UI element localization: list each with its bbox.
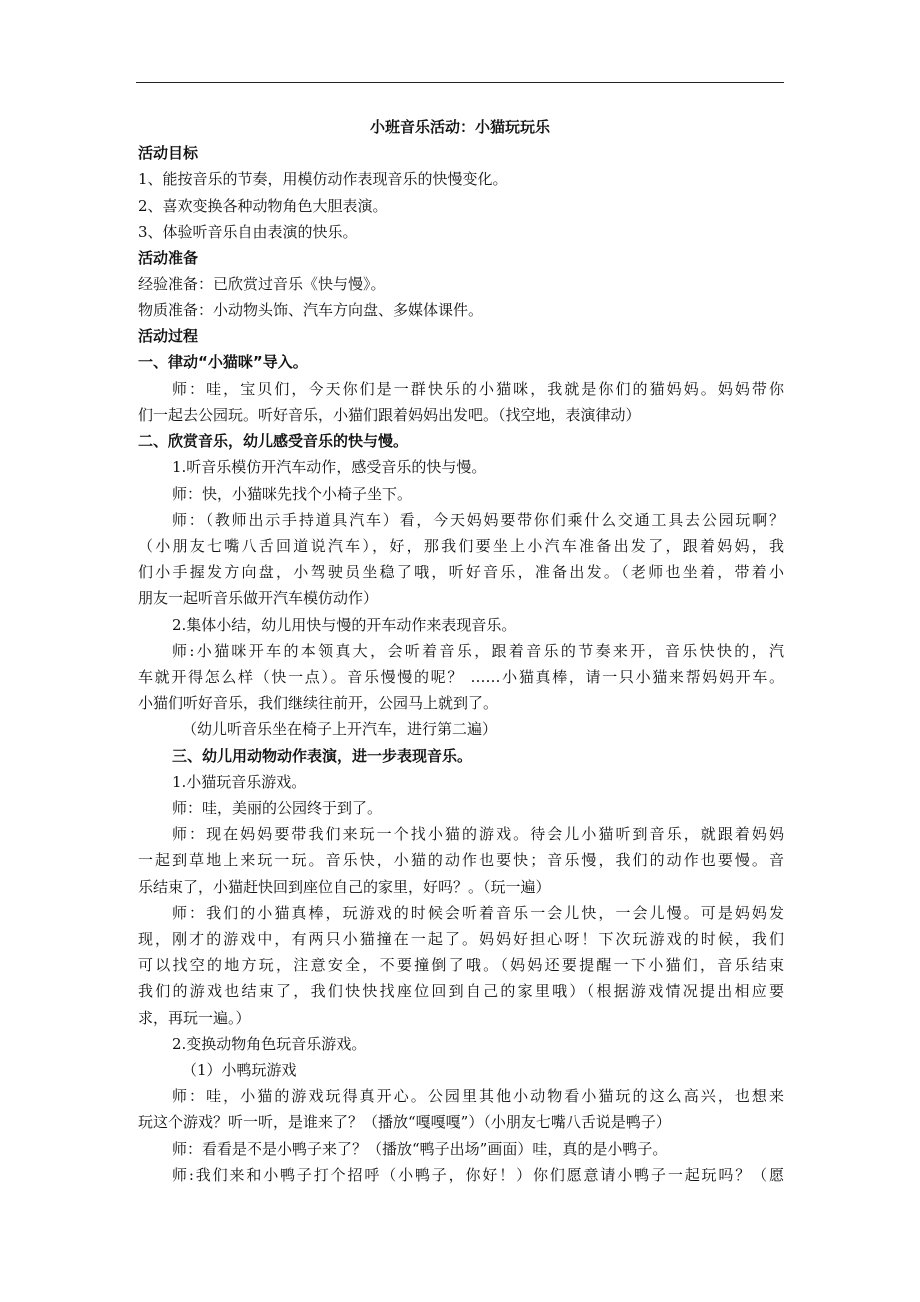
paragraph-line: 一起到草地上来玩一玩。音乐快，小猫的动作也要快；音乐慢，我们的动作也要慢。音 — [138, 851, 784, 869]
section-heading-process: 活动过程 — [138, 327, 199, 345]
document-title: 小班音乐活动：小猫玩玩乐 — [369, 118, 550, 136]
paragraph-line: 们小手握发方向盘，小驾驶员坐稳了哦，听好音乐，准备出发。（老师也坐着，带着小 — [138, 563, 784, 581]
paragraph-line: 师：快，小猫咪先找个小椅子坐下。 — [172, 485, 413, 503]
paragraph-line: 玩这个游戏？听一听，是谁来了？（播放“嘎嘎嘎”）（小朋友七嘴八舌说是鸭子） — [138, 1113, 671, 1131]
step-heading-2: 二、欣赏音乐，幼儿感受音乐的快与慢。 — [138, 432, 409, 450]
paragraph-line: 物质准备：小动物头饰、汽车方向盘、多媒体课件。 — [138, 301, 484, 319]
paragraph-line: 2、喜欢变换各种动物角色大胆表演。 — [138, 197, 388, 215]
paragraph-line: 我们的游戏也结束了，我们快快找座位回到自己的家里哦）（根据游戏情况提出相应要 — [138, 982, 784, 1000]
paragraph-line: 3、体验听音乐自由表演的快乐。 — [138, 223, 358, 241]
section-heading-preparation: 活动准备 — [138, 249, 199, 267]
paragraph-line: 师：我们的小猫真棒，玩游戏的时候会听着音乐一会儿快，一会儿慢。可是妈妈发 — [172, 904, 784, 922]
paragraph-line: 现，刚才的游戏中，有两只小猫撞在一起了。妈妈好担心呀！下次玩游戏的时候，我们 — [138, 930, 784, 948]
step-heading-3: 三、幼儿用动物动作表演，进一步表现音乐。 — [172, 747, 473, 765]
paragraph-line: 2.集体小结，幼儿用快与慢的开车动作来表现音乐。 — [172, 616, 517, 634]
paragraph-line: 朋友一起听音乐做开汽车模仿动作） — [138, 589, 379, 607]
paragraph-line: 们一起去公园玩。听好音乐，小猫们跟着妈妈出发吧。（找空地，表演律动） — [138, 406, 641, 424]
paragraph-line: 师:小猫咪开车的本领真大，会听着音乐，跟着音乐的节奏来开，音乐快快的，汽 — [172, 642, 784, 660]
paragraph-line: 求，再玩一遍。） — [138, 1009, 251, 1027]
paragraph-line: 乐结束了，小猫赶快回到座位自己的家里，好吗？。（玩一遍） — [138, 878, 551, 896]
paragraph-line: 经验准备：已欣赏过音乐《快与慢》。 — [138, 275, 386, 293]
paragraph-line: 小猫们听好音乐，我们继续往前开，公园马上就到了。 — [138, 694, 499, 712]
paragraph-line: 2.变换动物角色玩音乐游戏。 — [172, 1035, 367, 1053]
paragraph-line: 车就开得怎么样（快一点）。音乐慢慢的呢？ ……小猫真棒，请一只小猫来帮妈妈开车。 — [138, 668, 784, 686]
step-heading-1: 一、律动“小猫咪”导入。 — [138, 353, 308, 371]
paragraph-line: （1）小鸭玩游戏 — [182, 1061, 297, 1079]
paragraph-line: （小朋友七嘴八舌回道说汽车），好，那我们要坐上小汽车准备出发了，跟着妈妈，我 — [138, 537, 784, 555]
paragraph-line: 可以找空的地方玩，注意安全，不要撞倒了哦。（妈妈还要提醒一下小猫们，音乐结束 — [138, 956, 784, 974]
header-rule — [136, 82, 784, 83]
paragraph-line: 师：哇，宝贝们，今天你们是一群快乐的小猫咪，我就是你们的猫妈妈。妈妈带你 — [172, 380, 784, 398]
paragraph-line: 1.小猫玩音乐游戏。 — [172, 773, 307, 791]
paragraph-line: 师：看看是不是小鸭子来了？（播放“鸭子出场”画面）哇，真的是小鸭子。 — [172, 1140, 668, 1158]
section-heading-goals: 活动目标 — [138, 144, 199, 162]
paragraph-line: 师：（教师出示手持道具汽车）看，今天妈妈要带你们乘什么交通工具去公园玩啊？ — [172, 511, 784, 529]
paragraph-line: 师：现在妈妈要带我们来玩一个找小猫的游戏。待会儿小猫听到音乐，就跟着妈妈 — [172, 825, 784, 843]
paragraph-line: 1、能按音乐的节奏，用模仿动作表现音乐的快慢变化。 — [138, 170, 508, 188]
paragraph-line: 师：哇，美丽的公园终于到了。 — [172, 799, 383, 817]
paragraph-line: （幼儿听音乐坐在椅子上开汽车，进行第二遍） — [182, 720, 498, 738]
paragraph-line: 1.听音乐模仿开汽车动作，感受音乐的快与慢。 — [172, 458, 487, 476]
paragraph-line: 师：哇，小猫的游戏玩得真开心。公园里其他小动物看小猫玩的这么高兴，也想来 — [172, 1087, 784, 1105]
paragraph-line: 师:我们来和小鸭子打个招呼（小鸭子，你好！）你们愿意请小鸭子一起玩吗？（愿 — [172, 1166, 784, 1184]
